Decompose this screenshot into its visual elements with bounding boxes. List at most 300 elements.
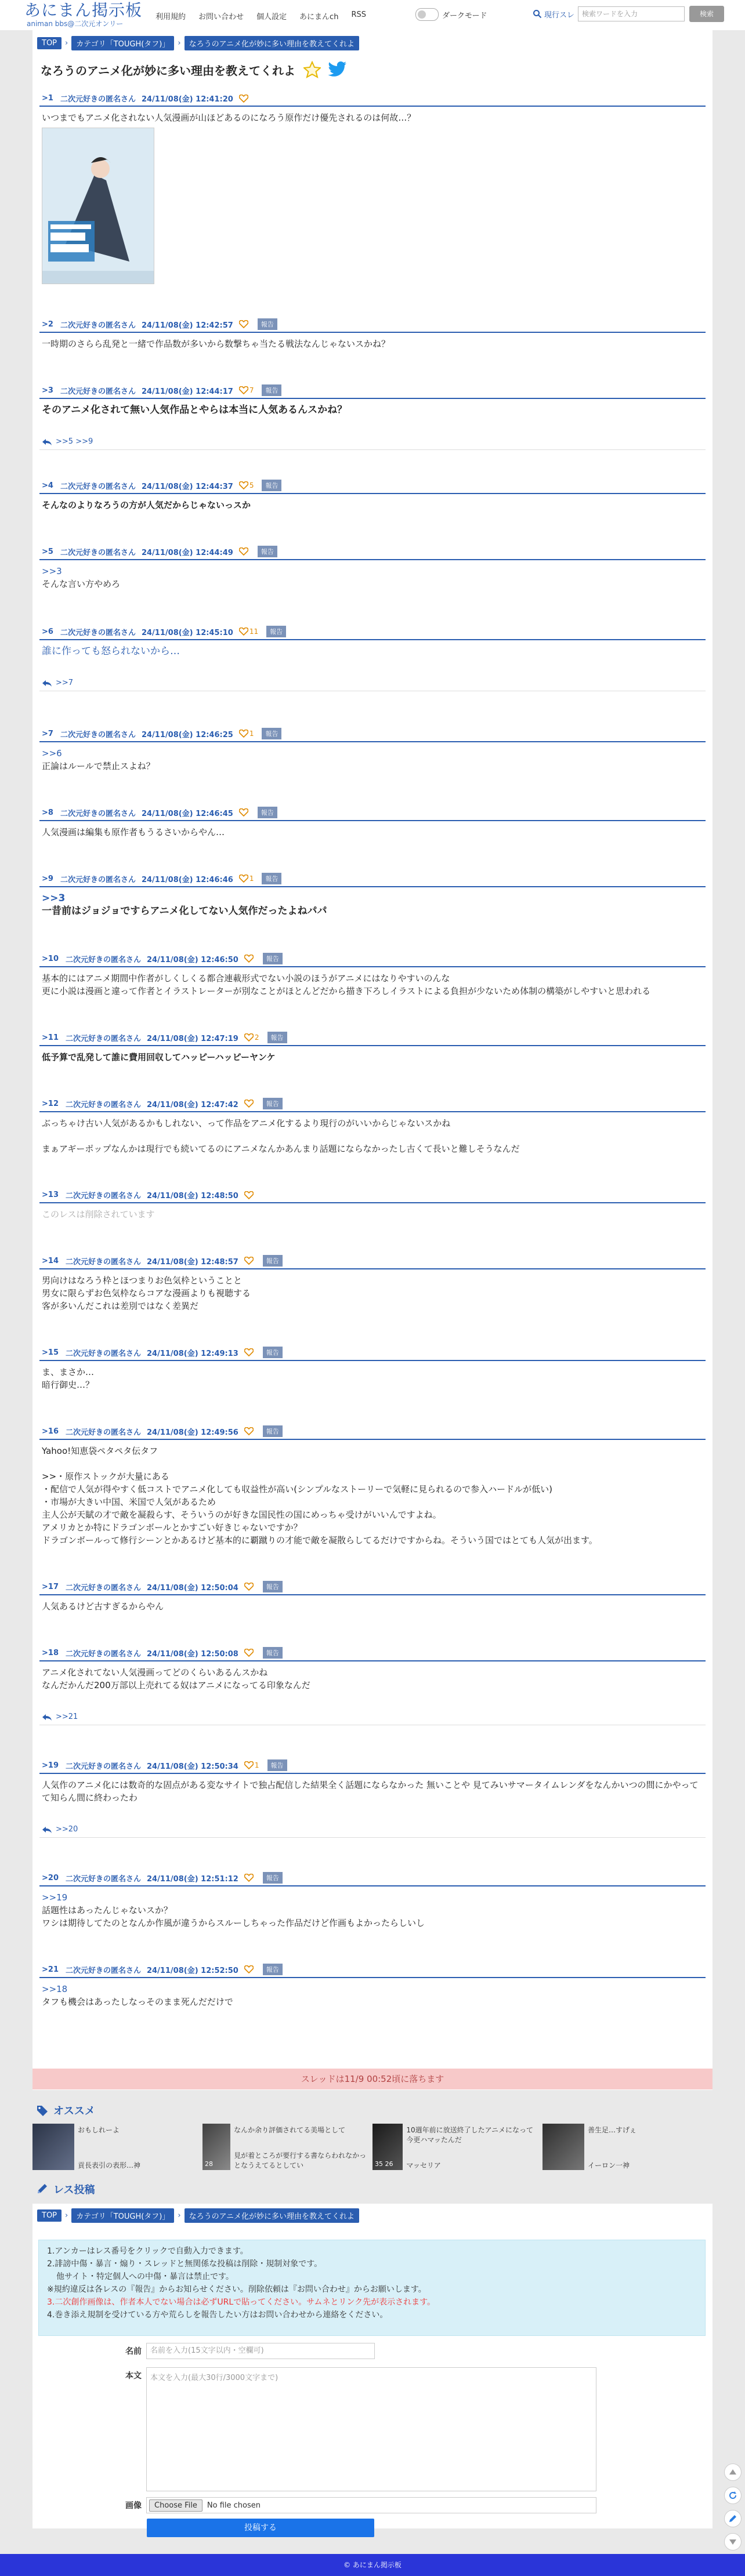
post-number[interactable]: >10 bbox=[42, 954, 59, 963]
post-date: 24/11/08(金) 12:44:37 bbox=[141, 482, 233, 491]
site-header bbox=[0, 0, 745, 30]
like-button[interactable] bbox=[244, 1257, 255, 1265]
like-count: 1 bbox=[249, 730, 254, 738]
post-author: 二次元好きの匿名さん bbox=[60, 482, 136, 491]
post-body bbox=[39, 1978, 706, 2008]
post-header bbox=[39, 871, 706, 887]
post bbox=[32, 1424, 713, 1547]
like-button[interactable] bbox=[239, 95, 249, 103]
post-date: 24/11/08(金) 12:45:10 bbox=[141, 628, 233, 637]
image-row bbox=[104, 2497, 596, 2513]
reply-anchor[interactable]: >>19 bbox=[42, 1892, 68, 1903]
name-row bbox=[104, 2343, 375, 2359]
post-number[interactable]: >11 bbox=[42, 1033, 59, 1042]
post-number[interactable]: >9 bbox=[42, 874, 53, 883]
post-author: 二次元好きの匿名さん bbox=[60, 628, 136, 637]
reply-anchor[interactable]: >>18 bbox=[42, 1984, 68, 1994]
rule-line: 他サイト・特定個人への中傷・暴言は禁止です。 bbox=[56, 2272, 234, 2281]
recommend-list bbox=[32, 2124, 713, 2172]
post-header bbox=[39, 1962, 706, 1978]
post-header bbox=[39, 383, 706, 399]
search-icon bbox=[533, 9, 542, 19]
image-file-input[interactable] bbox=[146, 2497, 596, 2513]
like-button[interactable] bbox=[239, 547, 249, 556]
nav-animanch[interactable]: あにまんch bbox=[299, 13, 339, 21]
post-form bbox=[32, 2204, 713, 2533]
dark-mode-toggle[interactable] bbox=[415, 8, 487, 21]
post-body bbox=[39, 399, 706, 416]
post-text: いつまでもアニメ化されない人気漫画が山ほどあるのになろう原作だけ優先されるのは何故…？ bbox=[42, 113, 416, 123]
post-text: 話題性はあったんじゃないスか？ ワシは期待してたのとなんか作風が違うからスルーしちゃった作品だけど作画もよかったらしいし bbox=[42, 1905, 425, 1928]
post bbox=[32, 544, 713, 590]
search-button[interactable]: 検索 bbox=[689, 6, 724, 22]
reply-icon bbox=[42, 1713, 52, 1721]
post bbox=[32, 871, 713, 917]
recommend-thumbnail bbox=[32, 2124, 74, 2170]
breadcrumb-category[interactable]: カテゴリ「TOUGH(タフ)」 bbox=[71, 36, 174, 50]
post-text: 男向けはなろう枠とほつまりお色気枠ということと 男女に限らずお色気枠ならコアな漫画よりも視聴する 客が多いんだこれは差別ではなく差異だ bbox=[42, 1275, 251, 1311]
post-date: 24/11/08(金) 12:42:57 bbox=[141, 321, 233, 330]
heart-icon bbox=[239, 730, 248, 738]
recommend-line: おもしれーよ bbox=[78, 2126, 120, 2134]
rule-line: ※規約違反は各レスの『報告』からお知らせください。削除依頼は『お問い合わせ』からお願いします。 bbox=[47, 2285, 426, 2294]
heart-icon bbox=[244, 1874, 254, 1882]
post-header bbox=[39, 1424, 706, 1440]
like-button[interactable] bbox=[239, 875, 254, 883]
search-input[interactable]: 検索ワードを入力 bbox=[578, 6, 685, 21]
post-body bbox=[39, 1661, 706, 1692]
post-number[interactable]: >17 bbox=[42, 1582, 59, 1591]
report-button[interactable]: 報告 bbox=[263, 1098, 283, 1109]
post-author: 二次元好きの匿名さん bbox=[65, 1192, 141, 1200]
post-text: 人気漫画は編集も原作者もうるさいからやん… bbox=[42, 827, 225, 837]
image-label: 画像 bbox=[125, 2501, 142, 2510]
rule-line: 1.アンカーはレス番号をクリックで自動入力できます。 bbox=[47, 2247, 248, 2256]
post-text: そんな言い方やめろ bbox=[42, 579, 121, 589]
post-text: 正論はルールで禁止スよね？ bbox=[42, 761, 155, 771]
name-label: 名前 bbox=[125, 2347, 142, 2356]
form-breadcrumb bbox=[32, 2204, 713, 2223]
report-button[interactable]: 報告 bbox=[263, 953, 283, 964]
recommend-item[interactable] bbox=[543, 2124, 713, 2172]
post-text: 誰に作っても怒られないから… bbox=[42, 645, 180, 657]
post-author: 二次元好きの匿名さん bbox=[60, 730, 136, 739]
recommend-thumbnail bbox=[372, 2124, 403, 2170]
post-number[interactable]: >15 bbox=[42, 1348, 59, 1357]
post-body bbox=[39, 1595, 706, 1613]
post-list bbox=[32, 82, 713, 2008]
report-button[interactable]: 報告 bbox=[266, 626, 286, 637]
breadcrumb-thread[interactable]: なろうのアニメ化が妙に多い理由を教えてくれよ bbox=[185, 36, 359, 50]
breadcrumb-top[interactable]: TOP bbox=[37, 37, 62, 49]
report-button[interactable]: 報告 bbox=[258, 546, 277, 557]
thread-end-notice: スレッドは11/9 00:52頃に落ちます bbox=[32, 2069, 713, 2089]
post-date: 24/11/08(金) 12:50:04 bbox=[147, 1583, 238, 1592]
post-body bbox=[39, 821, 706, 839]
global-nav bbox=[155, 10, 379, 21]
report-button[interactable]: 報告 bbox=[263, 1425, 283, 1437]
heart-icon bbox=[244, 955, 254, 963]
heart-icon bbox=[244, 1348, 254, 1356]
post-text: このレスは削除されています bbox=[42, 1209, 155, 1220]
post-date: 24/11/08(金) 12:46:46 bbox=[141, 875, 233, 884]
post-author: 二次元好きの匿名さん bbox=[65, 1874, 141, 1884]
rule-line: 3.二次創作画像は、作者本人でない場合は必ずURLで貼ってください。サムネとリンク先が表示されます。 bbox=[47, 2298, 436, 2307]
recommend-line: 10週年前に放送終了したアニメになって今更ハマッたんだ bbox=[406, 2126, 534, 2144]
post-date: 24/11/08(金) 12:50:34 bbox=[147, 1762, 238, 1771]
post-author: 二次元好きの匿名さん bbox=[65, 1583, 141, 1592]
name-input[interactable]: 名前を入力(15文字以内・空欄可) bbox=[146, 2343, 375, 2359]
post-body bbox=[39, 560, 706, 590]
post-date: 24/11/08(金) 12:47:42 bbox=[147, 1100, 238, 1109]
post-date: 24/11/08(金) 12:49:56 bbox=[147, 1428, 238, 1437]
post-body bbox=[39, 1112, 706, 1155]
post bbox=[32, 1030, 713, 1064]
heart-icon bbox=[239, 547, 248, 556]
post bbox=[32, 383, 713, 450]
recommend-line: マッセリア bbox=[406, 2161, 441, 2169]
post-header bbox=[39, 1096, 706, 1112]
like-button[interactable] bbox=[244, 1965, 255, 1973]
reload-button[interactable] bbox=[724, 2487, 742, 2504]
post-body bbox=[39, 1886, 706, 1929]
reply-list[interactable]: >>5 >>9 bbox=[56, 437, 93, 446]
search-scope-select[interactable]: 現行スレ bbox=[544, 10, 575, 20]
recommend-line: 善生足…すげぇ bbox=[588, 2126, 637, 2134]
post-body bbox=[39, 1361, 706, 1391]
like-button[interactable] bbox=[239, 730, 254, 738]
post bbox=[32, 317, 713, 350]
heart-icon bbox=[244, 1427, 254, 1435]
heart-icon bbox=[239, 386, 248, 394]
post-number[interactable]: >5 bbox=[42, 547, 53, 556]
heart-icon bbox=[239, 808, 248, 817]
breadcrumb-separator: › bbox=[178, 2211, 181, 2220]
post-author: 二次元好きの匿名さん bbox=[65, 1966, 141, 1975]
reply-anchor[interactable]: >>3 bbox=[42, 566, 62, 576]
recommend-thumbnail bbox=[543, 2124, 584, 2170]
post bbox=[32, 1188, 713, 1221]
choose-file-button[interactable]: Choose File bbox=[149, 2499, 202, 2512]
reply-links[interactable] bbox=[39, 1822, 706, 1838]
like-button[interactable] bbox=[239, 808, 249, 817]
post-form-heading bbox=[36, 2182, 95, 2197]
pencil-icon bbox=[728, 2514, 737, 2523]
report-button[interactable]: 報告 bbox=[263, 1964, 283, 1975]
site-footer: © あにまん掲示板 bbox=[0, 2554, 745, 2576]
recommend-thumbnail bbox=[202, 2124, 230, 2170]
post bbox=[32, 1962, 713, 2008]
post bbox=[32, 91, 713, 284]
favorite-star-icon[interactable] bbox=[303, 61, 321, 78]
heart-icon bbox=[244, 1965, 254, 1973]
like-button[interactable] bbox=[244, 1348, 255, 1356]
post-text: そんなのよりなろうの方が人気だからじゃないっスか bbox=[42, 500, 251, 510]
post-date: 24/11/08(金) 12:46:45 bbox=[141, 809, 233, 818]
post-header bbox=[39, 544, 706, 560]
scroll-top-button[interactable] bbox=[724, 2463, 742, 2481]
scroll-bottom-button[interactable] bbox=[724, 2533, 742, 2550]
post-date: 24/11/08(金) 12:51:12 bbox=[147, 1874, 238, 1884]
post-date: 24/11/08(金) 12:47:19 bbox=[147, 1034, 238, 1043]
post bbox=[32, 624, 713, 691]
post-header bbox=[39, 1579, 706, 1595]
post-header bbox=[39, 1870, 706, 1886]
reply-links[interactable] bbox=[39, 434, 706, 450]
post-number[interactable]: >19 bbox=[42, 1761, 59, 1770]
post-text: タフも機会はあったしなっそのまま死んだだけで bbox=[42, 1997, 233, 2007]
arrow-down-icon bbox=[728, 2537, 737, 2546]
like-button[interactable] bbox=[244, 1583, 255, 1591]
post-body bbox=[39, 1774, 706, 1804]
reply-list[interactable]: >>20 bbox=[56, 1825, 78, 1834]
heart-icon bbox=[244, 1100, 254, 1108]
post-text: 人気作のアニメ化には数奇的な固点がある変なサイトで独占配信した結果全く話題にならなかった 無いことや 見てみいサマータイムレンダをなんかいつの間にかやってて知らん間に終わったわ bbox=[42, 1780, 699, 1803]
post-author: 二次元好きの匿名さん bbox=[60, 387, 136, 396]
recommend-item[interactable] bbox=[32, 2124, 202, 2172]
report-button[interactable]: 報告 bbox=[258, 318, 277, 330]
post-body bbox=[39, 1046, 706, 1064]
report-button[interactable]: 報告 bbox=[258, 807, 277, 818]
book-cover-illustration bbox=[42, 128, 154, 284]
post-author: 二次元好きの匿名さん bbox=[65, 1349, 141, 1358]
post-author: 二次元好きの匿名さん bbox=[60, 875, 136, 884]
heart-icon bbox=[244, 1649, 254, 1657]
post bbox=[32, 726, 713, 772]
like-count: 7 bbox=[249, 386, 254, 394]
post-number[interactable]: >3 bbox=[42, 386, 53, 395]
site-logo[interactable] bbox=[24, 1, 142, 28]
heart-icon bbox=[244, 1191, 254, 1199]
post-header bbox=[39, 624, 706, 640]
post-header bbox=[39, 1030, 706, 1046]
post-header bbox=[39, 805, 706, 821]
post-header bbox=[39, 317, 706, 333]
body-row bbox=[104, 2367, 596, 2491]
post-author: 二次元好きの匿名さん bbox=[65, 1428, 141, 1437]
file-status: No file chosen bbox=[207, 2501, 261, 2510]
post-header bbox=[39, 91, 706, 107]
post-text: ま、まさか… 暗行御史…？ bbox=[42, 1367, 95, 1390]
post-number[interactable]: >2 bbox=[42, 320, 53, 329]
recommend-item[interactable] bbox=[372, 2124, 543, 2172]
post-date: 24/11/08(金) 12:52:50 bbox=[147, 1966, 238, 1975]
submit-button[interactable]: 投稿する bbox=[147, 2519, 374, 2537]
post-body bbox=[39, 1440, 706, 1547]
toggle-knob bbox=[418, 10, 426, 19]
heart-icon bbox=[244, 1761, 254, 1769]
body-textarea[interactable]: 本文を入力(最大30行/3000文字まで) bbox=[146, 2367, 596, 2491]
recommend-heading bbox=[36, 2103, 95, 2118]
post-author: 二次元好きの匿名さん bbox=[65, 1762, 141, 1771]
report-button[interactable]: 報告 bbox=[263, 1872, 283, 1884]
nav-terms[interactable]: 利用規約 bbox=[155, 13, 186, 21]
posting-rules bbox=[38, 2240, 706, 2336]
post-header bbox=[39, 478, 706, 494]
post bbox=[32, 1579, 713, 1613]
post-number[interactable]: >18 bbox=[42, 1648, 59, 1657]
recommend-line: 見が着ところが要行する書ならわれなかっとなうえてるとしてい bbox=[234, 2151, 367, 2169]
heart-icon bbox=[239, 320, 248, 328]
post bbox=[32, 478, 713, 511]
post-author: 二次元好きの匿名さん bbox=[60, 548, 136, 557]
search-bar bbox=[533, 6, 724, 22]
like-button[interactable] bbox=[239, 320, 249, 328]
thread-title: なろうのアニメ化が妙に多い理由を教えてくれよ bbox=[41, 63, 295, 78]
like-button[interactable] bbox=[244, 1100, 255, 1108]
post-body bbox=[39, 640, 706, 658]
body-label: 本文 bbox=[125, 2371, 142, 2381]
post-text: 基本的にはアニメ期間中作者がしくしくる都合連載形式でない小説のほうがアニメにはなりやすいのんな 更に小説は漫画と違って作者とイラストレーターが別なことがほとんどだから描き下ろしイラストによる負担が少ないため体制の構築がしやすいと思われる bbox=[42, 973, 651, 996]
post-number[interactable]: >13 bbox=[42, 1191, 59, 1199]
post-date: 24/11/08(金) 12:48:57 bbox=[147, 1257, 238, 1267]
post-date: 24/11/08(金) 12:50:08 bbox=[147, 1649, 238, 1659]
post bbox=[32, 805, 713, 839]
like-button[interactable] bbox=[239, 386, 254, 394]
report-button[interactable]: 報告 bbox=[262, 728, 281, 739]
post-number[interactable]: >4 bbox=[42, 481, 53, 490]
post-header bbox=[39, 1645, 706, 1661]
post-header bbox=[39, 1758, 706, 1774]
breadcrumb-separator: › bbox=[65, 39, 68, 48]
dark-mode-label: ダークモード bbox=[442, 11, 487, 20]
post-date: 24/11/08(金) 12:49:13 bbox=[147, 1349, 238, 1358]
report-button[interactable]: 報告 bbox=[263, 1347, 283, 1358]
breadcrumb-category[interactable]: カテゴリ「TOUGH(タフ)」 bbox=[71, 2208, 174, 2223]
like-button[interactable] bbox=[244, 1191, 255, 1199]
post-author: 二次元好きの匿名さん bbox=[60, 95, 136, 104]
like-count: 1 bbox=[249, 875, 254, 883]
arrow-up-icon bbox=[728, 2468, 737, 2477]
post bbox=[32, 1758, 713, 1838]
post-author: 二次元好きの匿名さん bbox=[60, 321, 136, 330]
like-button[interactable] bbox=[244, 1033, 259, 1042]
post-body bbox=[39, 333, 706, 350]
heart-icon bbox=[239, 627, 248, 636]
heart-icon bbox=[244, 1257, 254, 1265]
post-body bbox=[39, 107, 706, 284]
thread-panel bbox=[32, 30, 713, 2090]
heart-icon bbox=[239, 875, 248, 883]
post-number[interactable]: >16 bbox=[42, 1427, 59, 1436]
post-body bbox=[39, 494, 706, 511]
nav-rss[interactable]: RSS bbox=[351, 10, 366, 19]
recommend-title: オススメ bbox=[53, 2105, 95, 2117]
like-count: 5 bbox=[249, 481, 254, 489]
like-count: 1 bbox=[254, 1761, 259, 1769]
post-date: 24/11/08(金) 12:46:25 bbox=[141, 730, 233, 739]
pencil-icon bbox=[36, 2183, 49, 2195]
like-button[interactable] bbox=[244, 1649, 255, 1657]
like-button[interactable] bbox=[244, 1761, 259, 1769]
post-author: 二次元好きの匿名さん bbox=[65, 1100, 141, 1109]
post-number[interactable]: >8 bbox=[42, 808, 53, 817]
twitter-share-icon[interactable] bbox=[328, 61, 348, 78]
like-button[interactable] bbox=[239, 627, 258, 636]
post-number[interactable]: >1 bbox=[42, 94, 53, 103]
recommend-line: 貢長表引の表形…神 bbox=[78, 2161, 141, 2169]
post-text: 一時期のさらら乱発と一緒で作品数が多いから数撃ちゃ当たる戦法なんじゃないスかね？ bbox=[42, 339, 390, 349]
recommend-item[interactable] bbox=[202, 2124, 372, 2172]
rule-line: 2.誹謗中傷・暴言・煽り・スレッドと無関係な投稿は削除・規制対象です。 bbox=[47, 2259, 323, 2269]
report-button[interactable]: 報告 bbox=[263, 1581, 283, 1592]
report-button[interactable]: 報告 bbox=[262, 480, 281, 491]
edit-button[interactable] bbox=[724, 2510, 742, 2527]
report-button[interactable]: 報告 bbox=[263, 1255, 283, 1267]
post-text: そのアニメ化されて無い人気作品とやらは本当に人気あるんスかね？ bbox=[42, 404, 348, 416]
post-date: 24/11/08(金) 12:41:20 bbox=[141, 95, 233, 104]
post-number[interactable]: >20 bbox=[42, 1873, 59, 1882]
post-body bbox=[39, 887, 706, 917]
toggle-track[interactable] bbox=[415, 8, 439, 21]
report-button[interactable]: 報告 bbox=[267, 1032, 287, 1043]
post-number[interactable]: >14 bbox=[42, 1256, 59, 1265]
post-number[interactable]: >6 bbox=[42, 627, 53, 636]
breadcrumb bbox=[32, 30, 713, 50]
post-number[interactable]: >7 bbox=[42, 729, 53, 738]
reload-icon bbox=[728, 2491, 737, 2500]
post bbox=[32, 1096, 713, 1155]
report-button[interactable]: 報告 bbox=[267, 1759, 287, 1771]
post-text: Yahoo!知恵袋ペタペタ伝タフ >>・原作ストックが大量にある ・配信で人気が得やすく低コストでアニメ化しても収益性が高い(シンプルなストーリーで気軽に見られるので参入ハードルが低い) ・市場が大きい中国、米国で人気があるため 主人公が天賦の才で敵を凝殺らす、そういうのが好きな国民性の国にめっちゃ受けがいいんですよね。 アメリカとか特にドラゴンボールとかすごい好きじゃないですか？ ドラゴンボールって修行シーンとかあるけど基本的に覇蹴りの才能で敵を凝散らしてるだけですからね。そういう国ではとても人気が出ます。 bbox=[42, 1446, 598, 1545]
post-body bbox=[39, 1203, 706, 1221]
post-image[interactable] bbox=[42, 128, 154, 284]
breadcrumb-top[interactable]: TOP bbox=[37, 2209, 62, 2222]
reply-list[interactable]: >>7 bbox=[56, 679, 74, 687]
nav-settings[interactable]: 個人設定 bbox=[256, 13, 287, 21]
rule-line: 4.巻き添え規制を受けている方や荒らしを報告したい方はお問い合わせから連絡をください。 bbox=[47, 2310, 388, 2320]
post-author: 二次元好きの匿名さん bbox=[60, 809, 136, 818]
heart-icon bbox=[244, 1583, 254, 1591]
post-text: 低予算で乱発して誰に費用回収してハッピーハッピーヤンケ bbox=[42, 1052, 276, 1062]
like-count: 11 bbox=[249, 627, 259, 636]
post-date: 24/11/08(金) 12:44:49 bbox=[141, 548, 233, 557]
post-text: 一昔前はジョジョですらアニメ化してない人気作だったよねパパ bbox=[42, 905, 327, 917]
post-author: 二次元好きの匿名さん bbox=[65, 1257, 141, 1267]
post-number[interactable]: >21 bbox=[42, 1965, 59, 1974]
report-button[interactable]: 報告 bbox=[263, 1647, 283, 1659]
post bbox=[32, 1870, 713, 1929]
reply-anchor[interactable]: >>6 bbox=[42, 748, 62, 759]
post-date: 24/11/08(金) 12:44:17 bbox=[141, 387, 233, 396]
reply-links[interactable] bbox=[39, 675, 706, 691]
post-author: 二次元好きの匿名さん bbox=[65, 1034, 141, 1043]
post-text: アニメ化されてない人気漫画ってどのくらいあるんスかね なんだかんだ200万部以上売れてる奴はアニメになってる印象なんだ bbox=[42, 1667, 310, 1690]
post-text: 人気あるけど古すぎるからやん bbox=[42, 1601, 164, 1612]
reply-anchor[interactable]: >>3 bbox=[42, 892, 66, 904]
post bbox=[32, 951, 713, 997]
like-button[interactable] bbox=[244, 1874, 255, 1882]
like-button[interactable] bbox=[244, 955, 255, 963]
reply-icon bbox=[42, 438, 52, 446]
like-button[interactable] bbox=[244, 1427, 255, 1435]
reply-list[interactable]: >>21 bbox=[56, 1713, 78, 1721]
reply-icon bbox=[42, 1826, 52, 1834]
breadcrumb-separator: › bbox=[178, 39, 181, 48]
report-button[interactable]: 報告 bbox=[262, 384, 281, 396]
reply-icon bbox=[42, 679, 52, 687]
recommend-line: なんか余り評価されてる美場として bbox=[234, 2126, 346, 2134]
reply-links[interactable] bbox=[39, 1709, 706, 1725]
post bbox=[32, 1253, 713, 1312]
post-number[interactable]: >12 bbox=[42, 1099, 59, 1108]
post-body bbox=[39, 967, 706, 997]
breadcrumb-thread[interactable]: なろうのアニメ化が妙に多い理由を教えてくれよ bbox=[185, 2208, 359, 2223]
nav-contact[interactable]: お問い合わせ bbox=[198, 13, 244, 21]
thread-title-row bbox=[32, 50, 713, 82]
report-button[interactable]: 報告 bbox=[262, 873, 281, 884]
like-button[interactable] bbox=[239, 481, 254, 489]
